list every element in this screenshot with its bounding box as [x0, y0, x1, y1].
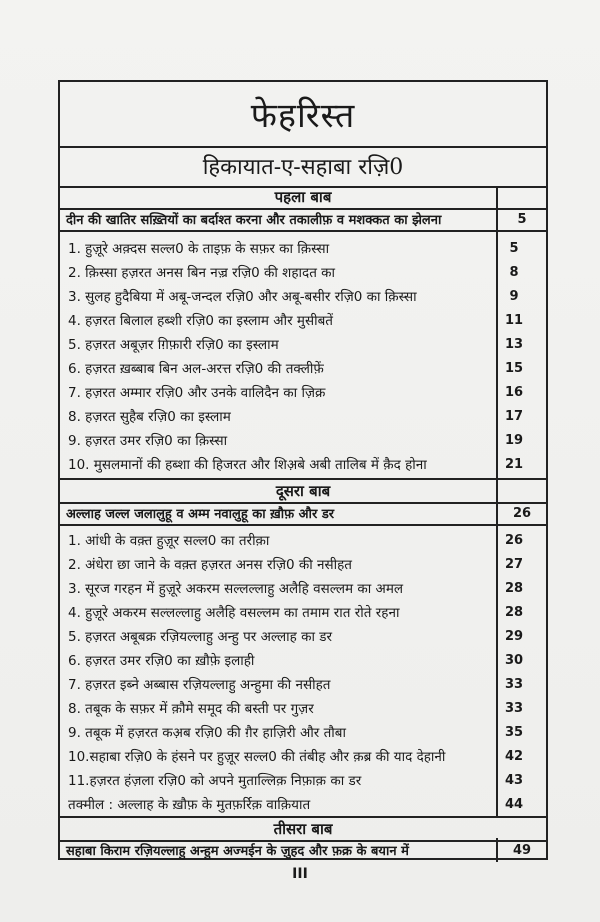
list-item: तक्मील : अल्लाह के ख़ौफ़ के मुतफ़र्रिक़ वाक़ियात 44: [68, 796, 524, 813]
section-2-chapter-row: [60, 502, 546, 526]
chapter-title: दीन की खातिर सख़्तियों का बर्दाश्त करना और तकालीफ़ व मशक्कत का झेलना: [66, 213, 442, 228]
chapter-page: 26: [496, 502, 546, 524]
chapter-title: अल्लाह जल्ल जलालुहू व अम्म नवालुहू का ख़ौफ़ और डर: [66, 507, 335, 522]
list-item: 7. हज़रत अम्मार रज़ि0 और उनके वालिदैन का ज़िक्र 16: [68, 384, 524, 401]
list-item: 8. तबूक के सफ़र में क़ौमे समूद की बस्ती पर गुज़र 33: [68, 700, 524, 717]
list-item: 10. मुसलमानों की हब्शा की हिजरत और शिअ़बे अबी तालिब में क़ैद होना 21: [68, 456, 524, 473]
page-number: III: [292, 866, 308, 882]
section-3-chapter-row: [60, 838, 546, 862]
list-item: 7. हज़रत इब्ने अब्बास रज़ियल्लाहु अन्हुमा की नसीहत 33: [68, 676, 524, 693]
list-item: 1. हुज़ूरे अक़्दस सल्ल0 के ताइफ़ के सफ़र का क़िस्सा 5: [68, 240, 519, 257]
list-item: 6. हज़रत उमर रज़ि0 का ख़ौफ़े इलाही 30: [68, 652, 524, 669]
chapter-page: 5: [496, 208, 546, 230]
chapter-page: 49: [496, 838, 546, 862]
section-heading-text: पहला बाब: [274, 188, 332, 206]
heading-right-cell: [496, 186, 546, 208]
table-of-contents-frame: [58, 80, 548, 860]
section-1-heading: [60, 186, 546, 210]
section-2-heading: [60, 478, 546, 504]
list-item: 2. अंधेरा छा जाने के वक़्त हज़रत अनस रज़ि0 की नसीहत 27: [68, 556, 524, 573]
page-title: फेहरिस्त: [60, 82, 546, 148]
list-item: 8. हज़रत सुहैब रज़ि0 का इस्लाम 17: [68, 408, 524, 425]
book-subtitle: हिकायात-ए-सहाबा रज़ि0: [60, 146, 546, 188]
list-item: 4. हुज़ूरे अकरम सल्लल्लाहु अलैहि वसल्लम का तमाम रात रोते रहना 28: [68, 604, 524, 621]
section-heading-text: तीसरा बाब: [273, 820, 333, 838]
section-heading-text: दूसरा बाब: [275, 482, 331, 500]
list-item: 9. तबूक में हज़रत कअ़ब रज़ि0 की ग़ैर हाज़िरी और तौबा 35: [68, 724, 524, 741]
list-item: 11.हज़रत हंज़ला रज़ि0 को अपने मुताल्लिक़ निफ़ाक़ का डर 43: [68, 772, 524, 789]
list-item: 5. हज़रत अबूज़र ग़िफ़ारी रज़ि0 का इस्लाम 13: [68, 336, 524, 353]
list-item: 10.सहाबा रज़ि0 के हंसने पर हुज़ूर सल्ल0 की तंबीह और क़ब्र की याद देहानी 42: [68, 748, 524, 765]
chapter-title: सहाबा किराम रज़ियल्लाहु अन्हुम अज्मईन के ज़ुहद और फ़क्र के बयान में: [66, 844, 409, 859]
section-1-chapter-row: [60, 208, 546, 232]
list-item: 9. हज़रत उमर रज़ि0 का क़िस्सा 19: [68, 432, 524, 449]
list-item: 1. आंधी के वक़्त हुज़ूर सल्ल0 का तरीक़ा 26: [68, 532, 524, 549]
list-item: 6. हज़रत ख़ब्बाब बिन अल-अरत्त रज़ि0 की तक्लीफ़ें 15: [68, 360, 524, 377]
list-item: 5. हज़रत अबूबक्र रज़ियल्लाहु अन्हु पर अल्लाह का डर 29: [68, 628, 524, 645]
list-item: 3. सुलह हुदैबिया में अबू-जन्दल रज़ि0 और अबू-बसीर रज़ि0 का क़िस्सा 9: [68, 288, 519, 305]
list-item: 2. क़िस्सा हज़रत अनस बिन नज़्र रज़ि0 की शहादत का 8: [68, 264, 519, 281]
section-2-list: [60, 526, 546, 816]
section-1-list: [60, 232, 546, 478]
list-item: 3. सूरज गरहन में हुज़ूरे अकरम सल्लल्लाहु अलैहि वसल्लम का अमल 28: [68, 580, 524, 597]
heading-right-cell: [496, 480, 546, 502]
list-item: 4. हज़रत बिलाल हब्शी रज़ि0 का इस्लाम और मुसीबतें 11: [68, 312, 524, 329]
